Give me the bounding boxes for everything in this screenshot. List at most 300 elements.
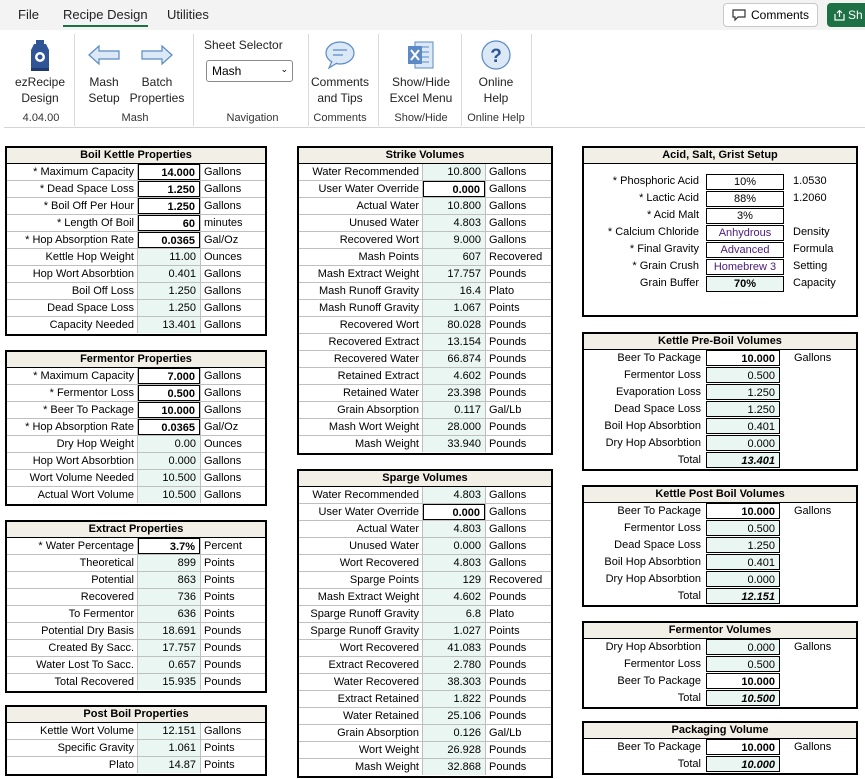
row-label: Total Recovered — [7, 674, 138, 690]
kettle-postboil-title: Kettle Post Boil Volumes — [584, 487, 856, 503]
row-label: Actual Water — [299, 521, 423, 537]
value-cell: 6.8 — [423, 606, 485, 622]
row-label: Unused Water — [299, 538, 423, 554]
group-separator — [378, 34, 379, 126]
acid-value-cell[interactable]: 88% — [706, 191, 784, 207]
value-cell: 28.000 — [423, 419, 485, 435]
table-row — [299, 691, 551, 708]
table-row — [584, 520, 856, 537]
unit-label: Gallons — [200, 181, 265, 197]
row-label: Grain Absorption — [299, 402, 423, 418]
acid-label: Grain Buffer — [639, 277, 699, 289]
value-cell[interactable]: 10.000 — [706, 350, 780, 366]
value-input[interactable]: 0.0365 — [138, 232, 200, 248]
value-cell: 16.4 — [423, 283, 485, 299]
packaging-volume-title: Packaging Volume — [584, 723, 856, 739]
brew-kettle-icon — [25, 38, 55, 72]
row-label: Water Recommended — [299, 487, 423, 503]
table-row — [299, 232, 551, 249]
value-cell: 1.027 — [423, 623, 485, 639]
table-row — [584, 673, 856, 690]
unit-label: Gallons — [485, 232, 551, 248]
row-label: Kettle Wort Volume — [7, 723, 138, 739]
unit-label: Gallons — [200, 266, 265, 282]
row-label: Extract Recovered — [299, 657, 423, 673]
unit-label: Pounds — [485, 317, 551, 333]
mash-setup-button[interactable] — [82, 36, 126, 106]
unit-label: Pounds — [485, 742, 551, 758]
value-input[interactable]: 0.000 — [423, 181, 485, 197]
kettle-preboil-panel — [582, 332, 858, 471]
table-row — [584, 452, 856, 469]
row-label: Dry Hop Absorbtion — [605, 641, 701, 653]
unit-label: Points — [200, 572, 265, 588]
table-row — [584, 367, 856, 384]
unit-label: Recovered — [485, 249, 551, 265]
row-label: Fermentor Loss — [623, 369, 701, 381]
table-row — [7, 317, 265, 334]
acid-label: * Phosphoric Acid — [612, 175, 699, 187]
value-cell: 0.500 — [706, 367, 780, 383]
value-cell: 863 — [138, 572, 200, 588]
row-label: Hop Wort Absorbtion — [7, 453, 138, 469]
acid-note: 1.2060 — [793, 192, 827, 204]
tab-file[interactable]: File — [18, 7, 39, 22]
table-row — [299, 623, 551, 640]
share-button[interactable] — [827, 3, 865, 27]
row-label: Retained Water — [299, 385, 423, 401]
row-label: Hop Wort Absorbtion — [7, 266, 138, 282]
acid-label: * Grain Crush — [632, 260, 699, 272]
svg-text:?: ? — [490, 46, 502, 67]
row-label: Dry Hop Weight — [7, 436, 138, 452]
value-cell: 26.928 — [423, 742, 485, 758]
table-row — [7, 606, 265, 623]
unit-label: Gallons — [485, 215, 551, 231]
unit-label: Pounds — [485, 385, 551, 401]
table-row — [299, 385, 551, 402]
value-cell: 0.401 — [138, 266, 200, 282]
unit-label: Gallons — [200, 470, 265, 486]
row-label: Wort Volume Needed — [7, 470, 138, 486]
tab-utilities[interactable]: Utilities — [167, 7, 209, 22]
arrow-left-icon — [87, 44, 121, 66]
acid-label: * Calcium Chloride — [607, 226, 699, 238]
value-cell: 1.822 — [423, 691, 485, 707]
value-cell: 129 — [423, 572, 485, 588]
value-cell: 4.803 — [423, 555, 485, 571]
sheet-selector-dropdown[interactable] — [206, 60, 293, 82]
acid-row — [584, 275, 856, 292]
table-row — [7, 640, 265, 657]
kettle-postboil-panel — [582, 485, 858, 607]
unit-label: Points — [200, 740, 265, 756]
row-label: User Water Override — [299, 181, 423, 197]
row-label: Beer To Package — [617, 741, 701, 753]
arrow-right-icon — [140, 44, 174, 66]
sparge-volumes-title: Sparge Volumes — [299, 471, 551, 487]
acid-label: * Acid Malt — [647, 209, 699, 221]
acid-salt-grist-title: Acid, Salt, Grist Setup — [584, 148, 856, 164]
acid-value-cell[interactable]: Homebrew 3 — [706, 259, 784, 275]
value-cell: 607 — [423, 249, 485, 265]
row-label: Plato — [7, 757, 138, 773]
table-row — [584, 554, 856, 571]
acid-note: Setting — [793, 260, 828, 272]
group-label-online-help: Online Help — [467, 112, 525, 124]
row-label: Sparge Runoff Gravity — [299, 606, 423, 622]
boil-kettle-panel — [5, 146, 267, 336]
row-label: Sparge Runoff Gravity — [299, 623, 423, 639]
row-label: Retained Extract — [299, 368, 423, 384]
comment-icon — [732, 9, 746, 21]
comments-tips-button[interactable] — [310, 36, 370, 106]
table-row — [7, 249, 265, 266]
value-cell: 0.117 — [423, 402, 485, 418]
row-label: Mash Weight — [299, 759, 423, 775]
unit-label: minutes — [200, 215, 265, 231]
value-cell: 4.602 — [423, 368, 485, 384]
value-cell: 38.303 — [423, 674, 485, 690]
table-row — [299, 300, 551, 317]
ribbon — [4, 30, 865, 128]
fermentor-volumes-title: Fermentor Volumes — [584, 623, 856, 639]
ezrecipe-design-button[interactable] — [14, 36, 66, 106]
value-cell: 0.000 — [706, 571, 780, 587]
tab-recipe-design[interactable]: Recipe Design — [63, 7, 148, 27]
acid-note: 1.0530 — [793, 175, 827, 187]
acid-value-cell[interactable]: 10% — [706, 174, 784, 190]
row-label: Mash Wort Weight — [299, 419, 423, 435]
row-label: Water Recommended — [299, 164, 423, 180]
value-cell: 1.061 — [138, 740, 200, 756]
table-row — [299, 215, 551, 232]
table-row — [299, 317, 551, 334]
share-button-label: Sh — [848, 8, 863, 22]
table-row — [584, 350, 856, 367]
show-hide-label-1: Show/Hide — [391, 75, 451, 89]
speech-bubble-icon — [324, 40, 356, 70]
row-label: Dead Space Loss — [7, 300, 138, 316]
table-row — [584, 588, 856, 605]
acid-value-cell[interactable]: Advanced — [706, 242, 784, 258]
value-cell: 80.028 — [423, 317, 485, 333]
value-cell: 0.000 — [706, 435, 780, 451]
unit-label: Points — [200, 555, 265, 571]
acid-value-cell[interactable]: Anhydrous — [706, 225, 784, 241]
unit-label: Gal/Oz — [200, 232, 265, 248]
row-label: Sparge Points — [299, 572, 423, 588]
acid-value-cell[interactable]: 3% — [706, 208, 784, 224]
table-row — [584, 384, 856, 401]
unit-label: Pounds — [200, 657, 265, 673]
value-input[interactable]: 3.7% — [138, 538, 200, 554]
table-row — [299, 555, 551, 572]
row-label: Boil Hop Absorbtion — [604, 556, 701, 568]
unit-label: Gallons — [485, 521, 551, 537]
acid-note: Capacity — [793, 277, 836, 289]
value-cell: 4.602 — [423, 589, 485, 605]
row-label: * Hop Absorption Rate — [7, 419, 138, 435]
row-label: Total — [677, 590, 701, 602]
row-label: Recovered Extract — [299, 334, 423, 350]
value-cell: 25.106 — [423, 708, 485, 724]
row-label: Beer To Package — [617, 352, 701, 364]
unit-label: Pounds — [485, 708, 551, 724]
batch-properties-button[interactable] — [128, 36, 186, 106]
fermentor-volumes-panel — [582, 621, 858, 709]
value-cell: 15.935 — [138, 674, 200, 690]
unit-label: Gallons — [200, 368, 265, 384]
row-label: * Fermentor Loss — [7, 385, 138, 401]
value-cell: 10.500 — [138, 487, 200, 503]
unit-label: Points — [200, 589, 265, 605]
value-input[interactable]: 7.000 — [138, 368, 200, 384]
unit-label: Pounds — [200, 640, 265, 656]
table-row — [299, 198, 551, 215]
row-label: Water Lost To Sacc. — [7, 657, 138, 673]
row-label: User Water Override — [299, 504, 423, 520]
sheet-selector-label: Sheet Selector — [204, 38, 283, 52]
unit-label: Gallons — [200, 317, 265, 333]
table-row — [584, 537, 856, 554]
table-row — [299, 487, 551, 504]
unit-label: Gallons — [794, 741, 832, 753]
online-help-button[interactable] — [466, 36, 526, 106]
fermentor-panel — [5, 350, 267, 506]
group-separator — [308, 34, 309, 126]
comments-button[interactable] — [723, 3, 818, 27]
row-label: * Beer To Package — [7, 402, 138, 418]
value-cell: 12.151 — [706, 588, 780, 604]
value-cell: 0.657 — [138, 657, 200, 673]
table-row — [299, 351, 551, 368]
table-row — [7, 572, 265, 589]
value-cell: 0.126 — [423, 725, 485, 741]
unit-label: Pounds — [200, 674, 265, 690]
group-separator — [461, 34, 462, 126]
table-row — [7, 368, 265, 385]
row-label: Wort Weight — [299, 742, 423, 758]
row-label: Mash Extract Weight — [299, 266, 423, 282]
row-label: Beer To Package — [617, 675, 701, 687]
table-row — [7, 215, 265, 232]
table-row — [299, 402, 551, 419]
unit-label: Gallons — [485, 181, 551, 197]
unit-label: Gallons — [485, 504, 551, 520]
value-cell: 1.250 — [706, 401, 780, 417]
row-label: Unused Water — [299, 215, 423, 231]
table-row — [7, 657, 265, 674]
table-row — [299, 504, 551, 521]
row-label: Water Retained — [299, 708, 423, 724]
value-cell: 0.500 — [706, 520, 780, 536]
extract-panel — [5, 520, 267, 693]
kettle-preboil-title: Kettle Pre-Boil Volumes — [584, 334, 856, 350]
value-input[interactable]: 1.250 — [138, 181, 200, 197]
value-cell[interactable]: 10.000 — [706, 673, 780, 689]
value-input[interactable]: 1.250 — [138, 198, 200, 214]
table-row — [7, 453, 265, 470]
table-row — [584, 739, 856, 756]
unit-label: Gallons — [485, 487, 551, 503]
row-label: To Fermentor — [7, 606, 138, 622]
value-cell: 13.401 — [138, 317, 200, 333]
mash-setup-label-2: Setup — [88, 91, 120, 105]
group-label-navigation: Navigation — [226, 112, 279, 124]
unit-label: Gallons — [485, 555, 551, 571]
row-label: Recovered Water — [299, 351, 423, 367]
table-row — [299, 181, 551, 198]
unit-label: Pounds — [485, 334, 551, 350]
row-label: Fermentor Loss — [623, 522, 701, 534]
row-label: Wort Recovered — [299, 640, 423, 656]
table-row — [7, 723, 265, 740]
boil-kettle-title: Boil Kettle Properties — [7, 148, 265, 164]
row-label: Mash Weight — [299, 436, 423, 452]
unit-label: Points — [485, 623, 551, 639]
ribbon-tab-bar — [0, 0, 865, 30]
row-label: Potential — [7, 572, 138, 588]
row-label: * Dead Space Loss — [7, 181, 138, 197]
group-separator — [531, 34, 532, 126]
acid-note — [790, 207, 793, 223]
unit-label: Gal/Lb — [485, 402, 551, 418]
unit-label: Pounds — [485, 351, 551, 367]
acid-row — [584, 207, 856, 224]
value-cell: 32.868 — [423, 759, 485, 775]
value-cell[interactable]: 10.000 — [706, 739, 780, 755]
unit-label: Points — [200, 757, 265, 773]
row-label: Total — [677, 454, 701, 466]
unit-label: Gallons — [200, 283, 265, 299]
unit-label: Ounces — [200, 436, 265, 452]
acid-note: Formula — [793, 243, 834, 255]
table-row — [7, 164, 265, 181]
value-input[interactable]: 10.000 — [138, 402, 200, 418]
table-row — [7, 385, 265, 402]
row-label: Specific Gravity — [7, 740, 138, 756]
table-row — [299, 657, 551, 674]
acid-label: * Lactic Acid — [639, 192, 699, 204]
unit-label: Percent — [200, 538, 265, 554]
table-row — [584, 401, 856, 418]
row-label: Total — [677, 758, 701, 770]
table-row — [299, 572, 551, 589]
acid-row — [584, 224, 856, 241]
unit-label: Pounds — [485, 436, 551, 452]
value-cell: 899 — [138, 555, 200, 571]
value-cell: 33.940 — [423, 436, 485, 452]
mash-setup-label-1: Mash — [89, 75, 119, 89]
table-row — [299, 742, 551, 759]
row-label: Dry Hop Absorbtion — [605, 573, 701, 585]
online-help-label-1: Online — [478, 75, 514, 89]
post-boil-panel — [5, 705, 267, 776]
row-label: Mash Points — [299, 249, 423, 265]
version-label: 4.04.00 — [22, 112, 60, 124]
row-label: Water Recovered — [299, 674, 423, 690]
unit-label: Points — [200, 606, 265, 622]
value-cell: 0.000 — [138, 453, 200, 469]
unit-label: Gallons — [485, 198, 551, 214]
strike-volumes-panel — [297, 146, 553, 455]
value-input[interactable]: 0.500 — [138, 385, 200, 401]
table-row — [7, 436, 265, 453]
show-hide-excel-menu-button[interactable] — [386, 36, 456, 106]
batch-label-2: Properties — [129, 91, 185, 105]
row-label: Beer To Package — [617, 505, 701, 517]
excel-icon — [405, 39, 437, 71]
fermentor-title: Fermentor Properties — [7, 352, 265, 368]
row-label: Total — [677, 692, 701, 704]
value-cell: 10.800 — [423, 198, 485, 214]
value-cell: 23.398 — [423, 385, 485, 401]
table-row — [584, 571, 856, 588]
value-cell: 17.757 — [423, 266, 485, 282]
row-label: Boil Off Loss — [7, 283, 138, 299]
group-label-showhide: Show/Hide — [394, 112, 448, 124]
table-row — [7, 283, 265, 300]
value-input[interactable]: 14.000 — [138, 164, 200, 180]
row-label: Mash Runoff Gravity — [299, 283, 423, 299]
value-cell: 13.401 — [706, 452, 780, 468]
table-row — [7, 198, 265, 215]
unit-label: Gallons — [200, 385, 265, 401]
unit-label: Recovered — [485, 572, 551, 588]
table-row — [584, 418, 856, 435]
unit-label: Gallons — [200, 164, 265, 180]
value-cell: 0.00 — [138, 436, 200, 452]
ezrecipe-label-2: Design — [21, 91, 59, 105]
table-row — [299, 436, 551, 453]
unit-label: Gallons — [794, 505, 832, 517]
row-label: Kettle Hop Weight — [7, 249, 138, 265]
value-input[interactable]: 0.000 — [423, 504, 485, 520]
unit-label: Gallons — [200, 402, 265, 418]
row-label: Recovered Wort — [299, 232, 423, 248]
row-label: Mash Runoff Gravity — [299, 300, 423, 316]
table-row — [7, 589, 265, 606]
unit-label: Pounds — [485, 691, 551, 707]
row-label: Actual Wort Volume — [7, 487, 138, 503]
value-cell: 10.500 — [706, 690, 780, 706]
table-row — [7, 538, 265, 555]
value-cell: 1.250 — [706, 537, 780, 553]
group-separator — [74, 34, 75, 126]
acid-note: Density — [793, 226, 830, 238]
row-label: Dry Hop Absorbtion — [605, 437, 701, 449]
row-label: Capacity Needed — [7, 317, 138, 333]
unit-label: Gallons — [485, 164, 551, 180]
unit-label: Gal/Lb — [485, 725, 551, 741]
value-cell: 1.067 — [423, 300, 485, 316]
value-cell: 10.500 — [138, 470, 200, 486]
value-input[interactable]: 0.0365 — [138, 419, 200, 435]
acid-row — [584, 258, 856, 275]
table-row — [299, 759, 551, 776]
table-row — [7, 487, 265, 504]
value-cell[interactable]: 10.000 — [706, 503, 780, 519]
acid-label: * Final Gravity — [629, 243, 699, 255]
unit-label: Gallons — [485, 538, 551, 554]
table-row — [299, 419, 551, 436]
table-row — [584, 435, 856, 452]
value-cell: 4.803 — [423, 487, 485, 503]
packaging-volume-panel — [582, 721, 858, 775]
value-input[interactable]: 60 — [138, 215, 200, 231]
acid-value-cell[interactable]: 70% — [706, 276, 784, 292]
